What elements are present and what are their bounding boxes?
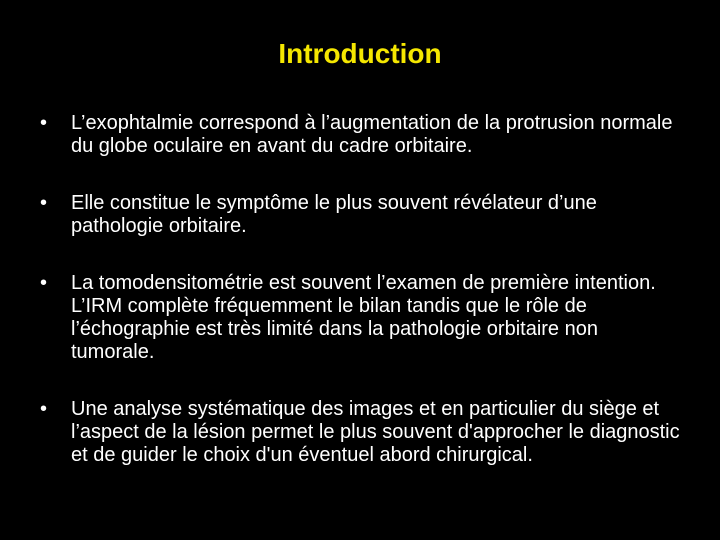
bullet-item xyxy=(40,192,680,238)
slide-title: Introduction xyxy=(278,38,442,69)
bullet-list xyxy=(40,112,680,467)
bullet-item xyxy=(40,112,680,158)
bullet-item xyxy=(40,398,680,467)
bullet-dot-icon: • xyxy=(40,192,48,214)
bullet-text: L’exophtalmie correspond à l’augmentation de la protrusion normale du globe oculaire en avant du cadre orbitaire. xyxy=(71,112,673,157)
bullet-dot-icon: • xyxy=(40,398,48,420)
bullet-text: Elle constitue le symptôme le plus souvent révélateur d’une pathologie orbitaire. xyxy=(71,192,597,237)
bullet-text: La tomodensitométrie est souvent l’examen de première intention. L’IRM complète fréquemment le bilan tandis que le rôle de l’échographie est très limité dans la pathologie orbitaire non tumorale. xyxy=(71,272,656,363)
bullet-dot-icon: • xyxy=(40,112,48,134)
bullet-dot-icon: • xyxy=(40,272,48,294)
bullet-text: Une analyse systématique des images et en particulier du siège et l’aspect de la lésion permet le plus souvent d'approcher le diagnostic et de guider le choix d'un éventuel abord chirurgical. xyxy=(71,398,680,466)
bullet-item xyxy=(40,272,680,364)
